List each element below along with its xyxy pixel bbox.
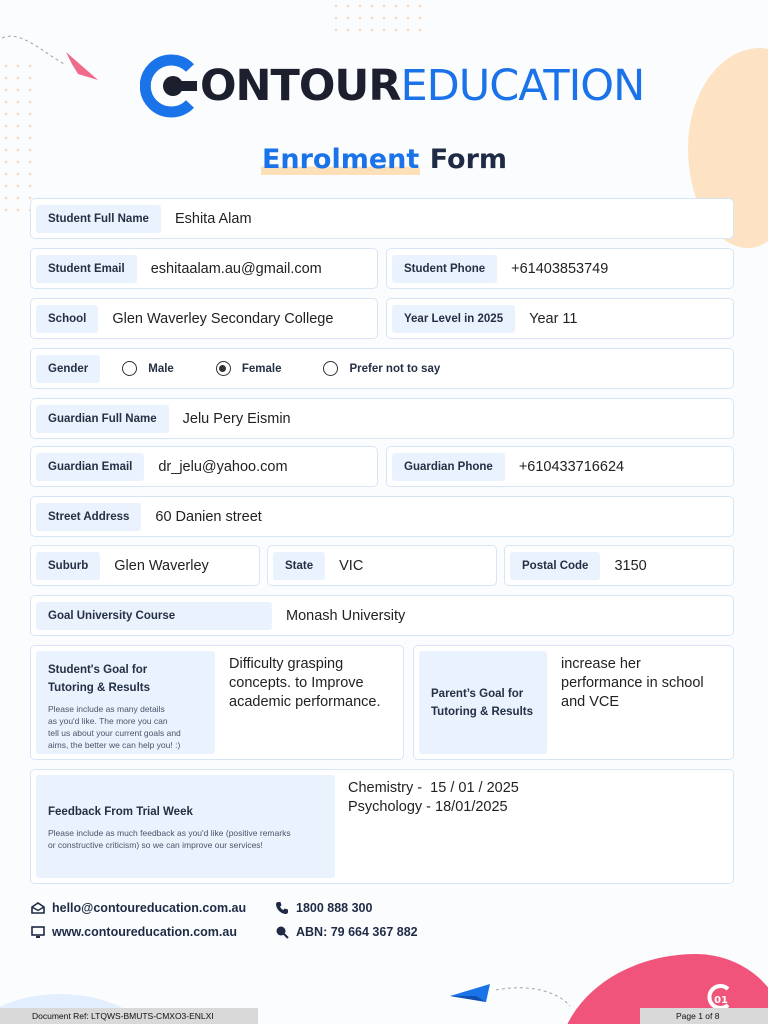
postal-code-label: Postal Code <box>510 552 600 580</box>
street-address-value[interactable]: 60 Danien street <box>155 508 262 525</box>
feedback-hint-line: or constructive criticism) so we can improve our services! <box>48 839 263 850</box>
guardian-full-name-label: Guardian Full Name <box>36 405 169 433</box>
suburb-field <box>30 545 260 586</box>
postal-code-value[interactable]: 3150 <box>614 557 647 574</box>
contact-phone-text: 1800 888 300 <box>296 901 373 915</box>
gender-option-female[interactable] <box>216 361 282 376</box>
guardian-phone-label: Guardian Phone <box>392 453 505 481</box>
school-field <box>30 298 378 339</box>
street-address-label: Street Address <box>36 503 141 531</box>
student-goal-field <box>30 645 404 760</box>
student-goal-value-line: academic performance. <box>229 694 381 710</box>
contact-abn <box>275 925 418 939</box>
goal-course-value[interactable]: Monash University <box>286 607 406 624</box>
gender-option-label: Male <box>148 362 174 375</box>
paper-plane-icon <box>446 976 576 1016</box>
guardian-email-label: Guardian Email <box>36 453 144 481</box>
student-goal-hint-line: as you'd like. The more you can <box>48 716 168 726</box>
search-icon <box>275 925 289 939</box>
student-goal-value[interactable] <box>229 655 381 754</box>
parent-goal-label-block <box>419 651 547 754</box>
guardian-phone-value[interactable]: +610433716624 <box>518 458 625 475</box>
parent-goal-label-line2: Tutoring & Results <box>431 705 534 718</box>
suburb-value[interactable]: Glen Waverley <box>114 557 209 574</box>
parent-goal-value[interactable] <box>561 655 704 754</box>
student-goal-value-line: concepts. to Improve <box>229 675 364 691</box>
goal-course-field <box>30 595 734 636</box>
student-phone-field <box>386 248 734 289</box>
brand-logo <box>140 54 644 118</box>
guardian-full-name-field <box>30 398 734 439</box>
monitor-icon <box>31 925 45 939</box>
feedback-label: Feedback From Trial Week <box>48 805 193 818</box>
student-email-field <box>30 248 378 289</box>
page-title <box>0 144 768 175</box>
title-part2: Form <box>429 144 508 175</box>
feedback-hint <box>48 827 323 851</box>
student-email-label: Student Email <box>36 255 137 283</box>
student-email-value[interactable]: eshitaalam.au@gmail.com <box>150 260 322 277</box>
parent-goal-label-line1: Parent’s Goal for <box>431 687 524 700</box>
contact-email[interactable] <box>31 901 246 915</box>
document-ref: Document Ref: LTQWS-BMUTS-CMXO3-ENLXI <box>0 1008 258 1024</box>
gender-option-label: Prefer not to say <box>349 362 441 375</box>
student-goal-label-line2: Tutoring & Results <box>48 682 151 694</box>
feedback-value[interactable] <box>348 779 519 878</box>
page-indicator: Page 1 of 8 <box>640 1008 768 1024</box>
student-full-name-value[interactable]: Eshita Alam <box>174 210 252 227</box>
dots-decoration-top <box>330 0 430 40</box>
state-field <box>267 545 497 586</box>
envelope-icon <box>31 901 45 915</box>
student-goal-hint-line: tell us about your current goals and <box>48 728 181 738</box>
paper-plane-icon <box>0 20 110 90</box>
student-goal-label-block <box>36 651 215 754</box>
parent-goal-field <box>413 645 734 760</box>
street-address-field <box>30 496 734 537</box>
brand-wordmark <box>200 60 645 111</box>
contact-website-text: www.contoureducation.com.au <box>52 925 237 939</box>
student-full-name-field <box>30 198 734 239</box>
radio-female[interactable] <box>216 361 231 376</box>
state-value[interactable]: VIC <box>339 557 364 574</box>
parent-goal-value-line: increase her <box>561 656 641 672</box>
student-goal-hint-line: aims, the better we can help you! :) <box>48 740 181 750</box>
feedback-label-block <box>36 775 335 878</box>
logo-c-mark-icon <box>140 54 204 118</box>
radio-prefer-not[interactable] <box>323 361 338 376</box>
feedback-value-line: Chemistry - 15 / 01 / 2025 <box>348 780 519 796</box>
radio-male[interactable] <box>122 361 137 376</box>
brand-name-part2: EDUCATION <box>400 60 645 111</box>
gender-field <box>30 348 734 389</box>
feedback-value-line: Psychology - 18/01/2025 <box>348 799 508 815</box>
state-label: State <box>273 552 325 580</box>
gender-label: Gender <box>36 355 100 383</box>
student-goal-label-line1: Student's Goal for <box>48 664 148 676</box>
contact-website[interactable] <box>31 925 237 939</box>
brand-name-part1: ONTOUR <box>200 60 401 111</box>
year-level-value[interactable]: Year 11 <box>529 310 578 327</box>
page-badge-number: 01 <box>714 995 728 1006</box>
postal-code-field <box>504 545 734 586</box>
student-phone-label: Student Phone <box>392 255 497 283</box>
goal-course-label: Goal University Course <box>36 602 272 630</box>
student-goal-hint-line: Please include as many details <box>48 704 165 714</box>
guardian-email-field <box>30 446 378 487</box>
student-full-name-label: Student Full Name <box>36 205 161 233</box>
guardian-phone-field <box>386 446 734 487</box>
school-value[interactable]: Glen Waverley Secondary College <box>112 310 334 327</box>
year-level-field <box>386 298 734 339</box>
parent-goal-value-line: performance in school <box>561 675 704 691</box>
contact-email-text: hello@contoureducation.com.au <box>52 901 247 915</box>
school-label: School <box>36 305 98 333</box>
student-phone-value[interactable]: +61403853749 <box>511 260 609 277</box>
gender-options <box>122 361 482 376</box>
parent-goal-value-line: and VCE <box>561 694 620 710</box>
student-goal-hint <box>48 703 203 751</box>
gender-option-male[interactable] <box>122 361 174 376</box>
guardian-full-name-value[interactable]: Jelu Pery Eismin <box>182 410 291 427</box>
gender-option-label: Female <box>241 362 282 375</box>
student-goal-value-line: Difficulty grasping <box>229 656 344 672</box>
guardian-email-value[interactable]: dr_jelu@yahoo.com <box>158 458 288 475</box>
contact-abn-text: ABN: 79 664 367 882 <box>296 925 418 939</box>
suburb-label: Suburb <box>36 552 100 580</box>
title-part1: Enrolment <box>261 144 420 175</box>
contact-phone[interactable] <box>275 901 372 915</box>
feedback-hint-line: Please include as much feedback as you'd like (positive remarks <box>48 827 291 838</box>
phone-icon <box>275 901 289 915</box>
feedback-field <box>30 769 734 884</box>
gender-option-prefer-not[interactable] <box>323 361 440 376</box>
year-level-label: Year Level in 2025 <box>392 305 515 333</box>
